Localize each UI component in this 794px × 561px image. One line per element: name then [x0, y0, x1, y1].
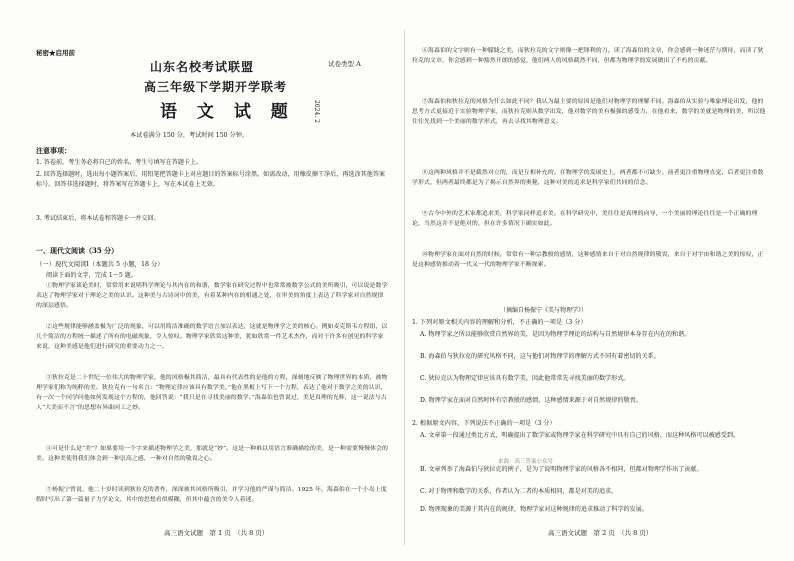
excerpt-source: （摘编自杨振宁《美与物理学》） [500, 307, 588, 314]
passage-paragraph: ⑧这两种风格并不是截然对立的，而是互相补充的。在物理学的发展史上，两者都不可缺少。前者更注重物理直觉，后者更注重数学形式，但两者最终都是为了揭示自然界的奥秘，这种对美的追求是科学家们共同的信念。 [412, 170, 764, 186]
notice-heading: 注意事项： [36, 146, 71, 155]
source-watermark: 来源：高三答案公众号 [498, 459, 554, 465]
passage-paragraph: ⑥海森伯的文字则有一种朦胧之美，而狄拉克的文字则像一把锋利的刀，读了海森伯的文章，你会感到一种迷茫与期待，而读了狄拉克的文章，你会感到一种豁然开朗的感觉，他们两人的风格截然不同，但都为物理学的发展做出了不朽的贡献。 [412, 48, 764, 64]
paper-type-label: 试卷类型 A [328, 60, 361, 68]
subsection-title: （一）现代文阅读Ⅰ（本题共 5 小题，18 分） [36, 261, 164, 268]
question-2: 2. 根据原文内容，下列说法不正确的一项是（3 分） [412, 420, 556, 427]
question-1-option-c: C. 狄拉克认为物理定律应该具有数学美，因此他常常先寻找美丽的数学形式。 [420, 375, 630, 382]
passage-paragraph: ④可是什么是“美”？如果要用一个字来描述物理学之美，那就是“妙”。这是一种难以用语言准确描绘的美，是一种需要慢慢体会的美。这种美使得我们体会到一种崇高之感，一种对自然的敬畏之心。 [36, 446, 388, 462]
confidential-label: 秘密★启用前 [36, 49, 75, 57]
notice-item: 1. 答卷前，考生务必将自己的姓名、考生号填写在答题卡上。 [36, 159, 203, 166]
question-2-option-d: D. 物理现象的美源于其内在的规律，物理学家对这种规律的追求推动了科学的发展。 [420, 506, 648, 513]
passage-paragraph: ②这些规律能够涵盖极为广泛的现象，可以用简洁准确的数学语言加以表达，这就是物理学之美的核心。例如麦克斯韦方程组，以几个简洁的方程统一描述了所有的电磁现象，令人惊叹。物理学家欣赏这种美，犹如欣赏一件艺术杰作，而对于许多有创见的科学家来说，这种美感是他们进行研究的重要动力之一。 [36, 324, 388, 350]
question-2-option-c: C. 对于物理和数学的关系，作者认为二者的本质相同，都是对美的追求。 [420, 488, 618, 495]
notice-item: 2. 回答选择题时，选出每小题答案后，用铅笔把答题卡上对应题目的答案标号涂黑。如需改动，用橡皮擦干净后，再选涂其他答案标号。回答非选择题时，将答案写在答题卡上，写在本试卷上无效。 [36, 171, 386, 188]
page-divider [404, 30, 405, 545]
question-1: 1. 下列对原文相关内容的理解和分析，不正确的一项是（3 分） [412, 319, 587, 326]
exam-subject-title: 语 文 试 题 [160, 102, 295, 122]
reading-instruction: 阅读下面的文字，完成 1～5 题。 [46, 272, 137, 279]
exam-alliance-title: 山东名校考试联盟 [150, 60, 255, 74]
section-title: 一、现代文阅读（35 分） [36, 246, 119, 255]
question-1-option-d: D. 物理学家在面对自然时怀有宗教般的感情，这种感情来源于对自然规律的敬畏。 [420, 397, 642, 404]
question-2-option-b: B. 文章列举了海森伯与狄拉克的例子，是为了说明物理学家的风格各不相同，但都对物理学作出了贡献。 [420, 466, 703, 473]
passage-paragraph: ①物理学家谈论美时，常常用来说明科学理论与其内在的和谐，数学家在研究过程中也常常被数学公式的美所吸引，可以说是数学表达了物理学家对于理论之美的认识。这种美与古诗词中的美，有着某种内在的相通之处，在审美的角度上表达了科学家对自然规律的深层感悟。 [36, 283, 388, 309]
question-2-option-a: A. 文章第一段通过类比方式，明确提出了数学家或物理学家在科学研究中具有自己的风格，而这种风格可以被感受到。 [420, 432, 740, 439]
passage-paragraph: ⑨古今中外的艺术家都追求美，科学家同样追求美。在科学研究中，美往往是真理的向导，一个美丽的理论往往是一个正确的理论，当然这并不是绝对的，但在许多情况下确实如此。 [412, 211, 758, 227]
score-time-note: 本试卷满分 150 分，考试时间 150 分钟。 [130, 132, 249, 139]
exam-date: 2024. 2 [313, 100, 320, 123]
question-1-option-a: A. 物理学家之所以能够欣赏自然界的美，是因为物理学理论的结构与自然规律本身存在内在的和谐。 [420, 331, 691, 338]
passage-paragraph: ⑤杨振宁曾说，他二十岁时读到狄拉克的著作，深深被其风格所吸引，并学习他的严谨与简洁。1925 年，海森伯在一个小岛上度假时写出了第一篇量子力学论文，其中的思想看似模糊，但其中蕴含的美令人着迷。 [36, 487, 387, 503]
page-footer-right: 高三语文试题 第 2 页 （共 8 页） [548, 529, 653, 537]
exam-grade-title: 高三年级下学期开学联考 [144, 80, 288, 94]
passage-paragraph: ⑦海森伯和狄拉克的风格为什么如此不同？我认为最主要的原因是他们对物理学的理解不同。海森伯从实验与唯象理论出发，他的思考方式更接近于实验物理学家，而狄拉克则从数学出发，他对数学的美有极强的感受力，在他看来，数学的美就是物理的美，所以他往往先找到一个美丽的数学形式，再去寻找其物理意义。 [412, 99, 766, 125]
passage-paragraph: ⑩物理学家在面对自然的时候，常常有一种宗教般的感情，这种感情来自于对自然规律的敬畏，来自于对宇宙和谐之美的惊叹，正是这种感情推动着一代又一代的物理学家不断探索。 [412, 252, 764, 268]
question-1-option-b: B. 海森伯与狄拉克的研究风格不同，这与他们对物理学的理解方式不同有着密切的关系。 [420, 353, 660, 360]
page-footer-left: 高三语文试题 第 1 页 （共 8 页） [164, 529, 269, 537]
passage-paragraph: ③狄拉克是二十世纪一位伟大的物理学家，他的风格极其简洁，最具有代表性的是他的方程，深刻地反映了物理世界的本质，被物理学家们称为纯粹的美。狄拉克有一句名言：“物理定律应该具有数学美。”他在黑板上写下一个方程，表达了他对于数学之美的认识，有一次一个同学问他如何发现这个方程的，他回答说：“我只是在寻找美丽的数学。”海森伯也曾说过，美是真理的光辉，这一说法与古人“大美而不言”的思想有异曲同工之妙。 [36, 375, 388, 411]
notice-item: 3. 考试结束后，将本试卷和答题卡一并交回。 [36, 215, 160, 222]
